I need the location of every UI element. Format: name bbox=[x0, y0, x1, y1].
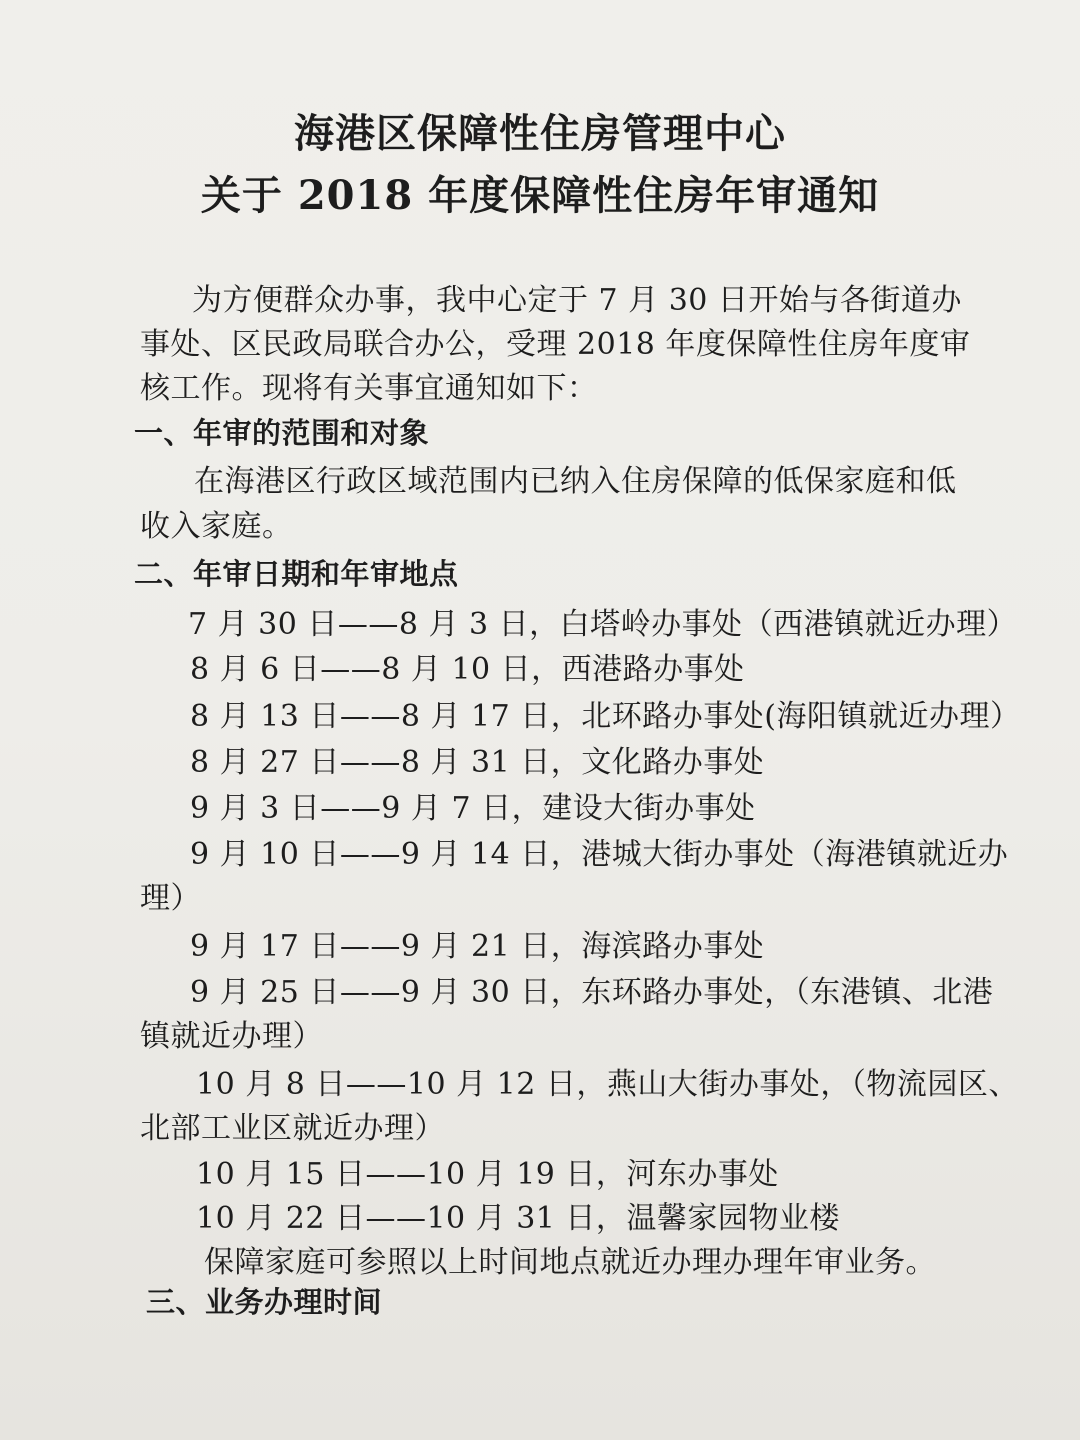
schedule-item: 9 月 3 日——9 月 7 日，建设大街办事处 bbox=[190, 791, 756, 826]
schedule-item: 8 月 13 日——8 月 17 日，北环路办事处(海阳镇就近办理） bbox=[190, 699, 1021, 734]
document-title-line-2: 关于 2018 年度保障性住房年审通知 bbox=[200, 172, 880, 219]
schedule-item: 10 月 15 日——10 月 19 日，河东办事处 bbox=[196, 1157, 779, 1192]
section-heading-hours: 三、业务办理时间 bbox=[146, 1285, 383, 1319]
schedule-item: 9 月 10 日——9 月 14 日，港城大街办事处（海港镇就近办 bbox=[190, 837, 1009, 872]
schedule-item: 8 月 6 日——8 月 10 日，西港路办事处 bbox=[190, 652, 745, 687]
section-body-line: 收入家庭。 bbox=[140, 509, 293, 544]
schedule-item: 9 月 17 日——9 月 21 日，海滨路办事处 bbox=[190, 929, 765, 964]
schedule-item: 10 月 8 日——10 月 12 日，燕山大街办事处，（物流园区、 bbox=[196, 1067, 1019, 1102]
document-title-line-1: 海港区保障性住房管理中心 bbox=[294, 110, 786, 157]
schedule-item: 7 月 30 日——8 月 3 日，白塔岭办事处（西港镇就近办理） bbox=[188, 607, 1018, 642]
schedule-item: 8 月 27 日——8 月 31 日，文化路办事处 bbox=[190, 745, 765, 780]
intro-line: 为方便群众办事，我中心定于 7 月 30 日开始与各街道办 bbox=[192, 283, 962, 318]
schedule-item: 9 月 25 日——9 月 30 日，东环路办事处，（东港镇、北港 bbox=[190, 975, 994, 1010]
section-heading-scope: 一、年审的范围和对象 bbox=[134, 416, 430, 450]
section-heading-schedule: 二、年审日期和年审地点 bbox=[134, 557, 459, 591]
schedule-item-continued: 北部工业区就近办理） bbox=[140, 1111, 445, 1146]
section-body-line: 在海港区行政区域范围内已纳入住房保障的低保家庭和低 bbox=[194, 464, 957, 499]
intro-line: 核工作。现将有关事宜通知如下： bbox=[140, 371, 598, 406]
schedule-item-continued: 理） bbox=[140, 881, 201, 916]
intro-line: 事处、区民政局联合办公，受理 2018 年度保障性住房年度审 bbox=[140, 327, 971, 362]
schedule-note: 保障家庭可参照以上时间地点就近办理办理年审业务。 bbox=[204, 1245, 936, 1280]
schedule-item: 10 月 22 日——10 月 31 日，温馨家园物业楼 bbox=[196, 1201, 840, 1236]
schedule-item-continued: 镇就近办理） bbox=[140, 1019, 323, 1054]
